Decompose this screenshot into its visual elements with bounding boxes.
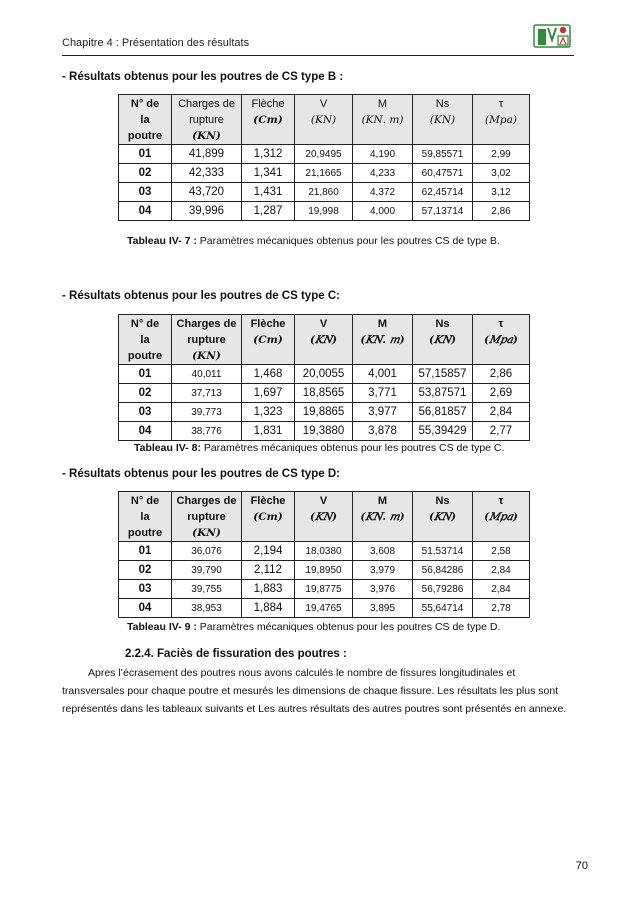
cell-v: 19,4765 (295, 599, 353, 618)
cell-charges: 38,953 (172, 599, 242, 618)
cell-fleche: 1,884 (242, 599, 295, 618)
cell-tau: 2,78 (473, 599, 530, 618)
header-fleche: Flèche (𝑪𝒎) (242, 315, 295, 365)
header-v: V (𝐾𝑁) (295, 315, 353, 365)
cell-poutre: 03 (119, 580, 172, 599)
header-n-poutre: N° de la poutre (119, 315, 172, 365)
cell-ns: 55,39429 (413, 422, 473, 441)
table-row (119, 599, 530, 618)
cell-ns: 57,13714 (413, 202, 473, 221)
cell-ns: 62,45714 (413, 183, 473, 202)
cell-charges: 39,790 (172, 561, 242, 580)
cell-fleche: 1,883 (242, 580, 295, 599)
cell-m: 3,895 (353, 599, 413, 618)
header-v: V (𝐾𝑁) (295, 95, 353, 145)
header-m: M (𝐾𝑁. 𝑚) (353, 95, 413, 145)
cell-tau: 2,99 (473, 145, 530, 164)
header-charges-rupture: Charges de rupture (𝑲𝑵) (172, 315, 242, 365)
cell-tau: 2,84 (473, 561, 530, 580)
results-table-type-b (118, 94, 530, 221)
cell-fleche: 1,831 (242, 422, 295, 441)
results-table-type-d (118, 491, 530, 618)
cell-poutre: 01 (119, 365, 172, 384)
cell-m: 3,979 (353, 561, 413, 580)
header-ns: Ns (𝐾𝑁) (413, 315, 473, 365)
cell-poutre: 02 (119, 164, 172, 183)
cell-tau: 2,77 (473, 422, 530, 441)
header-n-poutre: N° de la poutre (119, 492, 172, 542)
cell-ns: 59,85571 (413, 145, 473, 164)
cell-v: 18,8565 (295, 384, 353, 403)
cell-fleche: 1,341 (242, 164, 295, 183)
cell-m: 3,976 (353, 580, 413, 599)
section-title-type-c: - Résultats obtenus pour les poutres de CS type C: (62, 290, 340, 302)
table-row (119, 561, 530, 580)
cell-charges: 40,011 (172, 365, 242, 384)
header-ns: Ns (𝐾𝑁) (413, 95, 473, 145)
cell-tau: 3,12 (473, 183, 530, 202)
cell-ns: 51,53714 (413, 542, 473, 561)
header-fleche: Flèche (𝑪𝒎) (242, 492, 295, 542)
cell-m: 3,878 (353, 422, 413, 441)
cell-poutre: 03 (119, 183, 172, 202)
cell-v: 18,0380 (295, 542, 353, 561)
cell-tau: 2,69 (473, 384, 530, 403)
cell-fleche: 2,194 (242, 542, 295, 561)
section-title-type-b: - Résultats obtenus pour les poutres de CS type B : (62, 71, 344, 83)
cell-fleche: 1,287 (242, 202, 295, 221)
subsection-heading: 2.2.4. Faciès de fissuration des poutres : (125, 648, 347, 660)
cell-ns: 53,87571 (413, 384, 473, 403)
cell-ns: 60,47571 (413, 164, 473, 183)
cell-ns: 56,84286 (413, 561, 473, 580)
header-charges-rupture: Charges de rupture (𝑲𝑵) (172, 95, 242, 145)
cell-poutre: 03 (119, 403, 172, 422)
table-row (119, 422, 530, 441)
table-caption-type-b: Tableau IV- 7 : Paramètres mécaniques obtenus pour les poutres CS de type B. (127, 235, 500, 247)
cell-fleche: 1,697 (242, 384, 295, 403)
table-row (119, 145, 530, 164)
header-m: M (𝐾𝑁. 𝑚) (353, 492, 413, 542)
cell-v: 21,1665 (295, 164, 353, 183)
cell-fleche: 1,312 (242, 145, 295, 164)
cell-v: 19,8775 (295, 580, 353, 599)
header-tau: τ (𝑀𝑝𝑎) (473, 492, 530, 542)
cell-tau: 2,84 (473, 580, 530, 599)
cell-poutre: 04 (119, 422, 172, 441)
cell-poutre: 02 (119, 561, 172, 580)
cell-v: 21,860 (295, 183, 353, 202)
cell-charges: 38,776 (172, 422, 242, 441)
logo-red-dot (560, 27, 566, 33)
header-m: M (𝐾𝑁. 𝑚) (353, 315, 413, 365)
cell-charges: 43,720 (172, 183, 242, 202)
header-charges-rupture: Charges de rupture (𝑲𝑵) (172, 492, 242, 542)
table-header-row (119, 315, 530, 365)
cell-v: 20,0055 (295, 365, 353, 384)
cell-fleche: 1,431 (242, 183, 295, 202)
header-tau: τ (𝑀𝑝𝑎) (473, 315, 530, 365)
cell-tau: 2,86 (473, 365, 530, 384)
cell-tau: 2,58 (473, 542, 530, 561)
cell-v: 19,998 (295, 202, 353, 221)
cell-poutre: 04 (119, 599, 172, 618)
table-row (119, 183, 530, 202)
cell-charges: 42,333 (172, 164, 242, 183)
cell-poutre: 04 (119, 202, 172, 221)
cell-ns: 56,79286 (413, 580, 473, 599)
cell-m: 4,190 (353, 145, 413, 164)
table-caption-type-d: Tableau IV- 9 : Paramètres mécaniques obtenus pour les poutres CS de type D. (127, 621, 501, 633)
section-title-type-d: - Résultats obtenus pour les poutres de CS type D: (62, 468, 340, 480)
table-row (119, 384, 530, 403)
cell-tau: 3,02 (473, 164, 530, 183)
table-header-row (119, 492, 530, 542)
cell-m: 4,233 (353, 164, 413, 183)
cell-v: 19,8950 (295, 561, 353, 580)
cell-charges: 41,899 (172, 145, 242, 164)
table-caption-type-c: Tableau IV- 8: Paramètres mécaniques obtenus pour les poutres CS de type C. (134, 442, 505, 454)
cell-charges: 37,713 (172, 384, 242, 403)
cell-m: 3,977 (353, 403, 413, 422)
table-row (119, 403, 530, 422)
cell-m: 4,001 (353, 365, 413, 384)
header-fleche: Flèche (𝑪𝒎) (242, 95, 295, 145)
cell-m: 4,000 (353, 202, 413, 221)
university-logo-icon (530, 20, 574, 52)
cell-m: 4,372 (353, 183, 413, 202)
subsection-paragraph: Apres l’écrasement des poutres nous avons calculés le nombre de fissures longitudinales et transversales pour chaque poutre et mesurés les dimensions de chaque fissure. Les résultats les plus sont représentés dans les tableaux suivants et Les autres résultats des autres poutres sont présentés en annexe. (62, 667, 567, 715)
cell-charges: 39,996 (172, 202, 242, 221)
cell-poutre: 02 (119, 384, 172, 403)
cell-ns: 55,64714 (413, 599, 473, 618)
results-table-type-c (118, 314, 530, 441)
page-number: 70 (575, 860, 588, 872)
table-row (119, 365, 530, 384)
header-v: V (𝐾𝑁) (295, 492, 353, 542)
cell-ns: 56,81857 (413, 403, 473, 422)
header-n-poutre: N° de la poutre (119, 95, 172, 145)
cell-fleche: 1,468 (242, 365, 295, 384)
cell-poutre: 01 (119, 542, 172, 561)
cell-v: 20,9495 (295, 145, 353, 164)
table-header-row (119, 95, 530, 145)
header-ns: Ns (𝐾𝑁) (413, 492, 473, 542)
cell-v: 19,8865 (295, 403, 353, 422)
cell-tau: 2,84 (473, 403, 530, 422)
logo-green-band (538, 29, 546, 45)
cell-m: 3,608 (353, 542, 413, 561)
header-tau: τ (𝑀𝑝𝑎) (473, 95, 530, 145)
cell-charges: 39,773 (172, 403, 242, 422)
cell-poutre: 01 (119, 145, 172, 164)
cell-tau: 2,86 (473, 202, 530, 221)
cell-fleche: 1,323 (242, 403, 295, 422)
cell-ns: 57,15857 (413, 365, 473, 384)
cell-charges: 36,076 (172, 542, 242, 561)
table-row (119, 542, 530, 561)
cell-m: 3,771 (353, 384, 413, 403)
cell-v: 19,3880 (295, 422, 353, 441)
page-header (62, 24, 574, 56)
cell-fleche: 2,112 (242, 561, 295, 580)
table-row (119, 202, 530, 221)
chapter-title: Chapitre 4 : Présentation des résultats (62, 37, 250, 49)
table-row (119, 580, 530, 599)
cell-charges: 39,755 (172, 580, 242, 599)
table-row (119, 164, 530, 183)
